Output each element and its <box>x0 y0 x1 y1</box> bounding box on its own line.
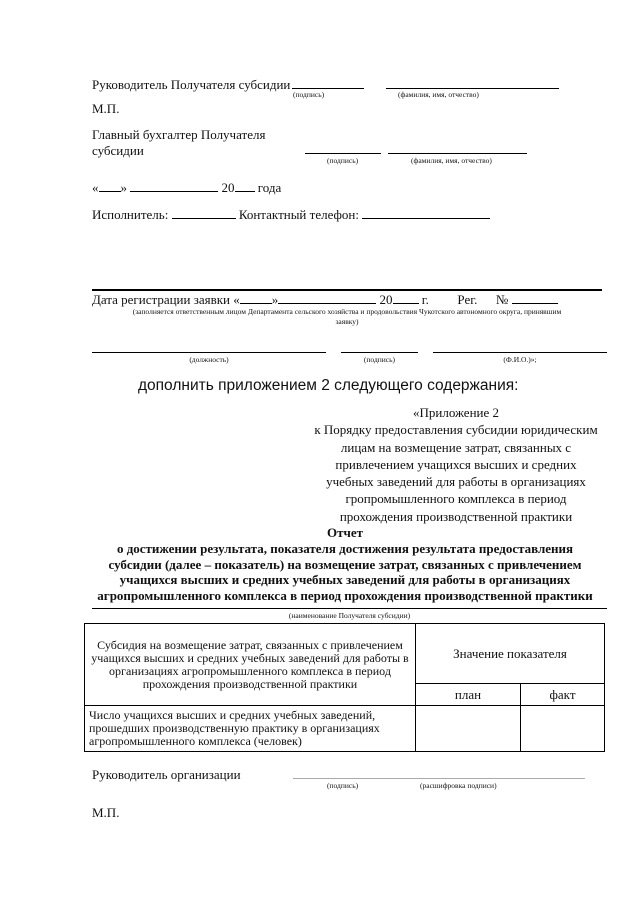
registrar-fio-caption: (Ф.И.О.)»; <box>503 355 537 364</box>
recipient-caption: (наименование Получателя субсидии) <box>288 611 411 620</box>
head-fio-line <box>386 88 559 89</box>
stamp-mark-top: М.П. <box>92 101 120 116</box>
appendix-header: «Приложение 2 к Порядку предоставления субсидии юридическим лицам на возмещение затрат, связанных с привлечением учащихся высших и средних учебных заведений для работы в организациях гропромышленного комплекса в период прохождения производственной практики <box>314 405 598 524</box>
registrar-signature-caption: (подпись) <box>363 355 396 364</box>
org-head-label: Руководитель организации <box>92 767 241 782</box>
accountant-signature-caption: (подпись) <box>327 156 359 165</box>
registration-line: Дата регистрации заявки « » 20 г. Рег. № <box>92 292 558 307</box>
head-signature-caption: (подпись) <box>293 90 325 99</box>
accountant-fio-line <box>388 153 527 154</box>
org-head-signature-line <box>293 778 585 779</box>
date-month-blank <box>130 180 218 192</box>
accountant-fio-caption: (фамилия, имя, отчество) <box>411 156 492 165</box>
report-title: Отчет <box>327 525 363 540</box>
executor-line <box>92 207 490 222</box>
report-table <box>84 623 605 752</box>
table-cell-fact <box>521 706 605 752</box>
registration-note-1: (заполняется ответственным лицом Департамента сельского хозяйства и продовольствия Чукотского автономного округа, принявшим <box>132 307 562 316</box>
report-subtitle: о достижении результата, показателя достижения результата предоставления субсидии (далее – показатель) на возмещение затрат, связанных с привлечением учащихся высших и средних учебных заведений для работы в организациях агропромышленного комплекса в период прохождения производственной практики <box>97 541 593 603</box>
org-head-signature-caption: (подпись) <box>327 781 359 790</box>
accountant-signature-line <box>305 153 381 154</box>
registration-top-rule <box>92 289 602 291</box>
position-line <box>92 352 326 353</box>
registration-label: Дата регистрации заявки <box>92 292 231 307</box>
table-header-plan: план <box>416 684 521 706</box>
accountant-label-2: субсидии <box>92 143 144 158</box>
registration-month-blank <box>278 292 376 304</box>
registrar-signature-line <box>341 352 418 353</box>
date-line: « » 20 года <box>92 180 282 195</box>
table-header-fact: факт <box>521 684 605 706</box>
head-fio-caption: (фамилия, имя, отчество) <box>398 90 479 99</box>
executor-label: Исполнитель: <box>92 207 169 222</box>
executor-blank <box>172 207 236 219</box>
table-header-subsidy: Субсидия на возмещение затрат, связанных с привлечением учащихся высших и средних учебных заведений для работы в организациях агропромышленного комплекса в период прохождения производственной практики <box>85 624 416 706</box>
date-year-blank <box>235 180 255 192</box>
table-header-value: Значение показателя <box>416 624 605 684</box>
head-signature-line <box>292 88 364 89</box>
org-head-decode-caption: (расшифровка подписи) <box>420 781 497 790</box>
accountant-label-1: Главный бухгалтер Получателя <box>92 127 266 142</box>
position-caption: (должность) <box>189 355 229 364</box>
table-cell-plan <box>416 706 521 752</box>
amendment-text: дополнить приложением 2 следующего содержания: <box>138 377 519 394</box>
date-day-blank <box>99 180 121 192</box>
registration-note-2: заявку) <box>335 317 359 326</box>
phone-label: Контактный телефон: <box>238 207 360 222</box>
recipient-name-line <box>92 608 607 609</box>
registration-number-blank <box>512 292 558 304</box>
stamp-mark-bottom: М.П. <box>92 805 120 820</box>
phone-blank <box>362 207 490 219</box>
registration-year-blank <box>393 292 419 304</box>
registration-day-blank <box>240 292 272 304</box>
table-row-label: Число учащихся высших и средних учебных заведений, прошедших производственную практику в организациях агропромышленного комплекса (человек) <box>85 706 416 752</box>
head-label: Руководитель Получателя субсидии <box>92 77 291 92</box>
registrar-fio-line <box>433 352 607 353</box>
